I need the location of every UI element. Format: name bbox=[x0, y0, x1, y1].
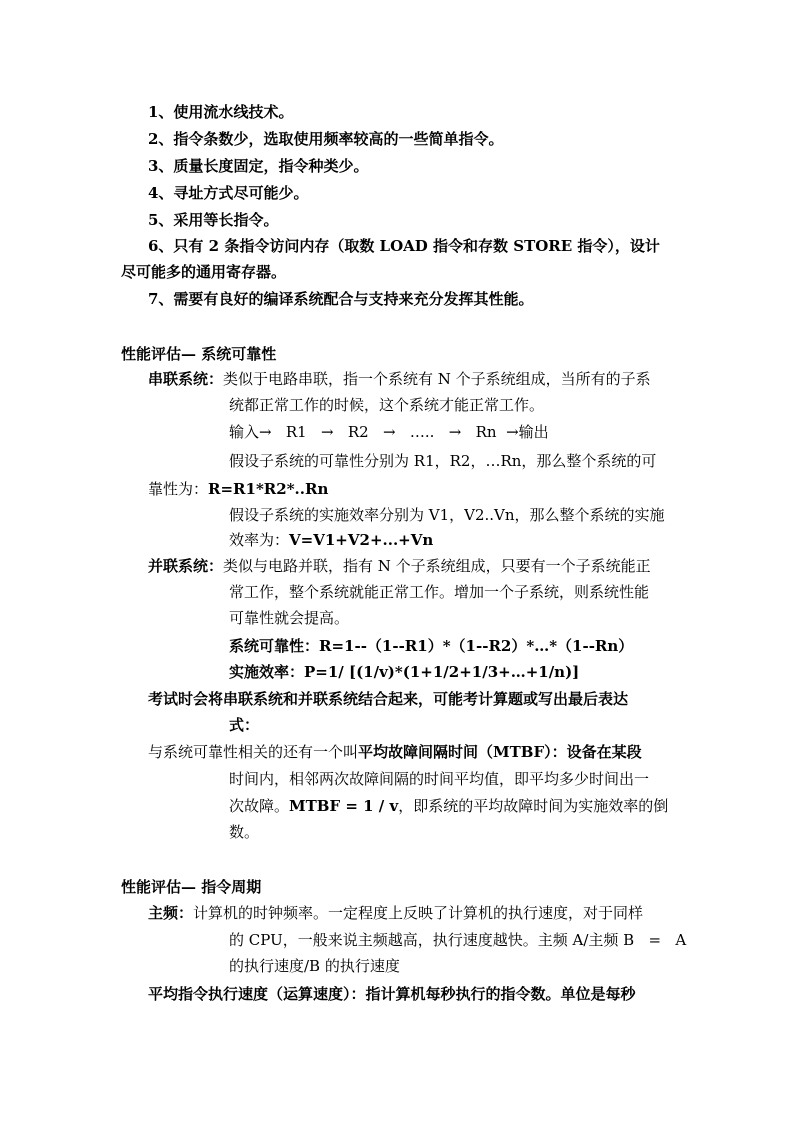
serial-efficiency-line2 bbox=[229, 531, 433, 549]
avg-speed-line: 平均指令执行速度（运算速度）：指计算机每秒执行的指令数。单位是每秒 bbox=[148, 985, 636, 1003]
serial-system-line2: 统都正常工作的时候，这个系统才能正常工作。 bbox=[229, 396, 545, 414]
principle-item: 3、质量长度固定，指令种类少。 bbox=[148, 157, 369, 175]
serial-system-line1 bbox=[148, 370, 651, 388]
parallel-system-term: 并联系统： bbox=[148, 557, 224, 575]
serial-efficiency-line1: 假设子系统的实施效率分别为 V1，V2..Vn，那么整个系统的实施 bbox=[229, 506, 665, 524]
clock-line2: 的 CPU，一般来说主频越高，执行速度越快。主频 A/主频 B = A bbox=[229, 931, 687, 949]
clock-term: 主频： bbox=[148, 904, 194, 922]
serial-reliability-label: 靠性为： bbox=[148, 480, 209, 498]
principle-item: 1、使用流水线技术。 bbox=[148, 103, 294, 121]
principle-item: 7、需要有良好的编译系统配合与支持来充分发挥其性能。 bbox=[148, 290, 534, 308]
section-heading-reliability: 性能评估— 系统可靠性 bbox=[121, 345, 277, 363]
mtbf-intro: 与系统可靠性相关的还有一个叫 bbox=[148, 743, 359, 761]
mtbf-line1 bbox=[148, 743, 642, 761]
principle-item: 4、寻址方式尽可能少。 bbox=[148, 184, 309, 202]
mtbf-definition-start: ：设备在某段 bbox=[551, 743, 642, 761]
serial-flow: 输入→ R1 → R2 → ….. → Rn →输出 bbox=[229, 423, 549, 441]
principle-item: 5、采用等长指令。 bbox=[148, 211, 279, 229]
exam-note-line2: 式： bbox=[229, 716, 260, 734]
principle-item-continued: 尽可能多的通用寄存器。 bbox=[121, 263, 287, 281]
parallel-system-line1 bbox=[148, 557, 651, 575]
parallel-system-desc: 类似与电路并联，指有 N 个子系统组成，只要有一个子系统能正 bbox=[223, 557, 651, 575]
mtbf-line4: 数。 bbox=[229, 823, 260, 841]
serial-system-desc: 类似于电路串联，指一个系统有 N 个子系统组成，当所有的子系 bbox=[223, 370, 651, 388]
principle-item: 6、只有 2 条指令访问内存（取数 LOAD 指令和存数 STORE 指令），设计 bbox=[148, 237, 660, 255]
parallel-reliability-formula: 系统可靠性：R=1--（1--R1）*（1--R2）*…*（1--Rn） bbox=[229, 637, 634, 655]
exam-note-line1: 考试时会将串联系统和并联系统结合起来，可能考计算题或写出最后表达 bbox=[148, 690, 629, 708]
mtbf-line3-end: ，即系统的平均故障时间为实施效率的倒 bbox=[398, 797, 669, 815]
parallel-system-line3: 可靠性就会提高。 bbox=[229, 609, 350, 627]
serial-reliability-line1: 假设子系统的可靠性分别为 R1，R2，…Rn，那么整个系统的可 bbox=[229, 452, 657, 470]
serial-efficiency-label: 效率为： bbox=[229, 531, 290, 549]
serial-system-term: 串联系统： bbox=[148, 370, 224, 388]
mtbf-line3-start: 次故障。 bbox=[229, 797, 290, 815]
parallel-efficiency-formula: 实施效率：P=1/ [(1/v)*(1+1/2+1/3+…+1/n)] bbox=[229, 663, 580, 681]
mtbf-line3 bbox=[229, 797, 668, 815]
principle-item: 2、指令条数少，选取使用频率较高的一些简单指令。 bbox=[148, 130, 504, 148]
mtbf-line2: 时间内，相邻两次故障间隔的时间平均值，即平均多少时间出一 bbox=[229, 770, 650, 788]
mtbf-term: 平均故障间隔时间（MTBF） bbox=[358, 743, 552, 761]
mtbf-formula: MTBF = 1 / v bbox=[289, 797, 399, 815]
clock-line1 bbox=[148, 904, 643, 922]
clock-desc: 计算机的时钟频率。一定程度上反映了计算机的执行速度，对于同样 bbox=[193, 904, 644, 922]
clock-line3: 的执行速度/B 的执行速度 bbox=[229, 957, 400, 975]
serial-reliability-line2 bbox=[148, 480, 328, 498]
parallel-system-line2: 常工作，整个系统就能正常工作。增加一个子系统，则系统性能 bbox=[229, 583, 650, 601]
section-heading-cycle: 性能评估— 指令周期 bbox=[121, 878, 262, 896]
serial-reliability-formula: R=R1*R2*..Rn bbox=[208, 480, 329, 498]
serial-efficiency-formula: V=V1+V2+...+Vn bbox=[289, 531, 434, 549]
